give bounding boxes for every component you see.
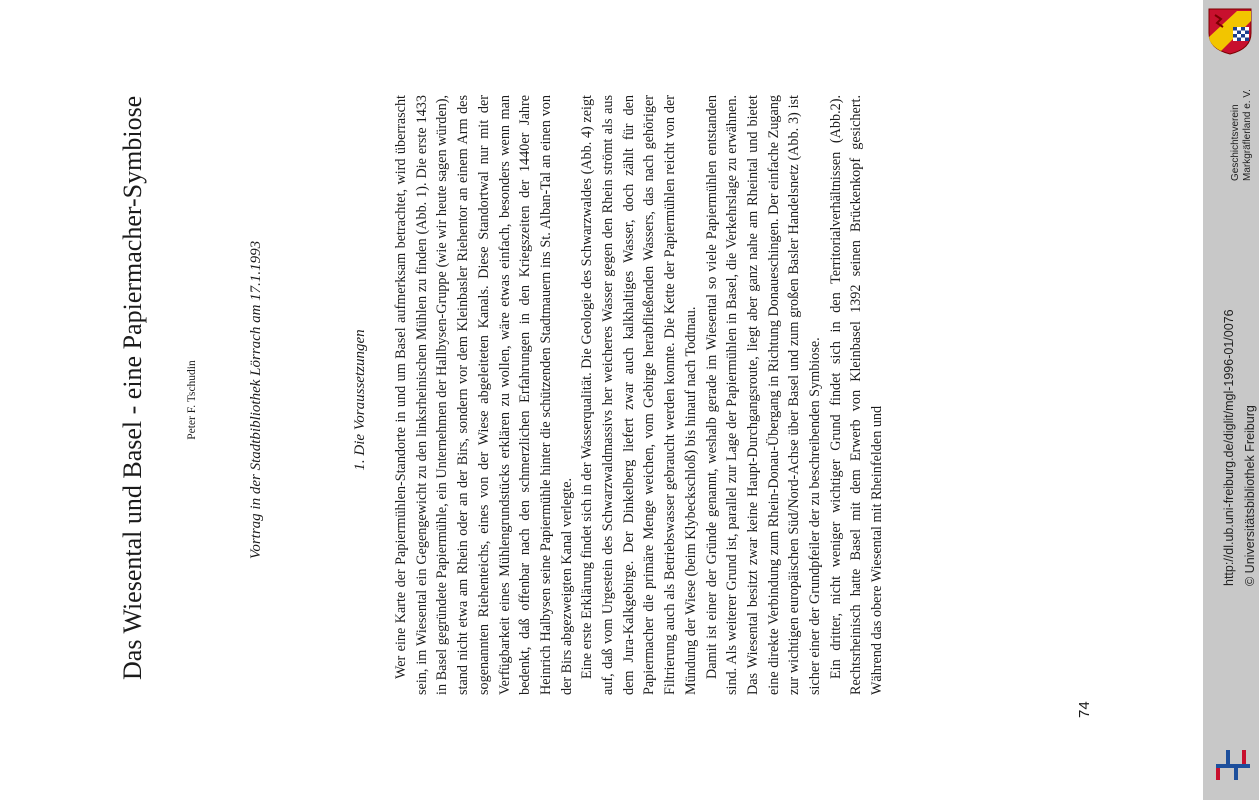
- article-title: Das Wiesental und Basel - eine Papiermacher-Symbiose: [118, 95, 147, 680]
- section-heading: 1. Die Voraussetzungen: [352, 329, 368, 471]
- paragraph: Eine erste Erklärung findet sich in der Wasserqualität. Die Geologie des Schwarzwaldes (Abb. 4) zeigt auf, daß vom Urgestein des Schwarzwaldmassivs her weicheres Wasser gegen den Rhein strömt als aus dem Jura-Kalkgebirge. Der Dinkelberg liefert zwar auch kalkhaltiges Wasser, doch zählt für den Papiermacher die primäre Menge weichen, vom Gebirge herabfließenden Wassers, das nach gehöriger Filtrierung auch als Betriebswasser gebraucht werden konnte. Die Kette der Papiermühlen reicht von der Mündung der Wiese (beim Klybeckschloß) bis hinauf nach Todtnau.: [579, 95, 699, 695]
- heraldic-crest-icon[interactable]: [1207, 7, 1253, 55]
- body-text: [391, 95, 888, 695]
- ub-freiburg-logo-icon[interactable]: [1212, 748, 1252, 782]
- article-author: Peter F. Tschudin: [186, 360, 198, 440]
- article-subtitle: Vortrag in der Stadtbibliothek Lörrach am 17.1.1993: [248, 240, 264, 560]
- page-number: 74: [1076, 701, 1093, 718]
- paragraph: Ein dritter, nicht weniger wichtiger Grund findet sich in den Territorialverhältnissen (Abb.2). Rechtsrheinisch hatte Basel mit dem Erwerb von Kleinbasel 1392 seinen Brückenkopf gesichert. Während das obere Wiesental mit Rheinfelden und: [827, 95, 886, 695]
- copyright-notice: © Universitätsbibliothek Freiburg: [1243, 405, 1257, 586]
- society-name-line1: Geschichtsverein: [1230, 104, 1241, 181]
- document-url[interactable]: http://dl.ub.uni-freiburg.de/diglit/mgl-1996-01/0076: [1222, 309, 1236, 586]
- paragraph: Wer eine Karte der Papiermühlen-Standorte in und um Basel aufmerksam betrachtet, wird überrascht sein, im Wiesental ein Gegengewicht zu den linksrheinischen Mühlen zu finden (Abb. 1). Die erste 1433 in Basel gegründete Papiermühle, ein Unternehmen der Hallbysen-Gruppe (wie wir heute sagen würden), stand nicht etwa am Rhein oder an der Birs, sondern vor dem Kleinbasler Riehentor an einem Arm des sogenannten Riehenteichs, eines von der Wiese abgeleiteten Kanals. Diese Standortwal nur mit der Verfügbarkeit eines Mühlengrundstücks erklären zu wollen, wäre etwas einfach, besonders wenn man bedenkt, daß offenbar nach den schmerzlichen Erfahrungen in den Kriegszeiten der 1440er Jahre Heinrich Halbysen seine Papiermühle hinter die schützenden Stadtmauern ins St. Alban-Tal an einen von der Birs abgezweigten Kanal verlegte.: [393, 95, 575, 695]
- paragraph: Damit ist einer der Gründe genannt, weshalb gerade im Wiesental so viele Papiermühlen entstanden sind. Als weiterer Grund ist, parallel zur Lage der Papiermühlen in Basel, die Verkehrslage zu erwähnen. Das Wiesental besitzt zwar keine Haupt-Durchgangsroute, liegt aber ganz nahe am Rheintal und bietet eine direkte Verbindung zum Rhein-Donau-Übergang in Richtung Donaueschingen. Der einfache Zugang zur wichtigen europäischen Süd/Nord-Achse über Basel und zum großen Basler Handelsnetz (Abb. 3) ist sicher einer der Grundpfeiler der zu beschreibenden Symbiose.: [703, 95, 824, 695]
- society-name-line2: Markgräflerland e. V.: [1242, 89, 1253, 181]
